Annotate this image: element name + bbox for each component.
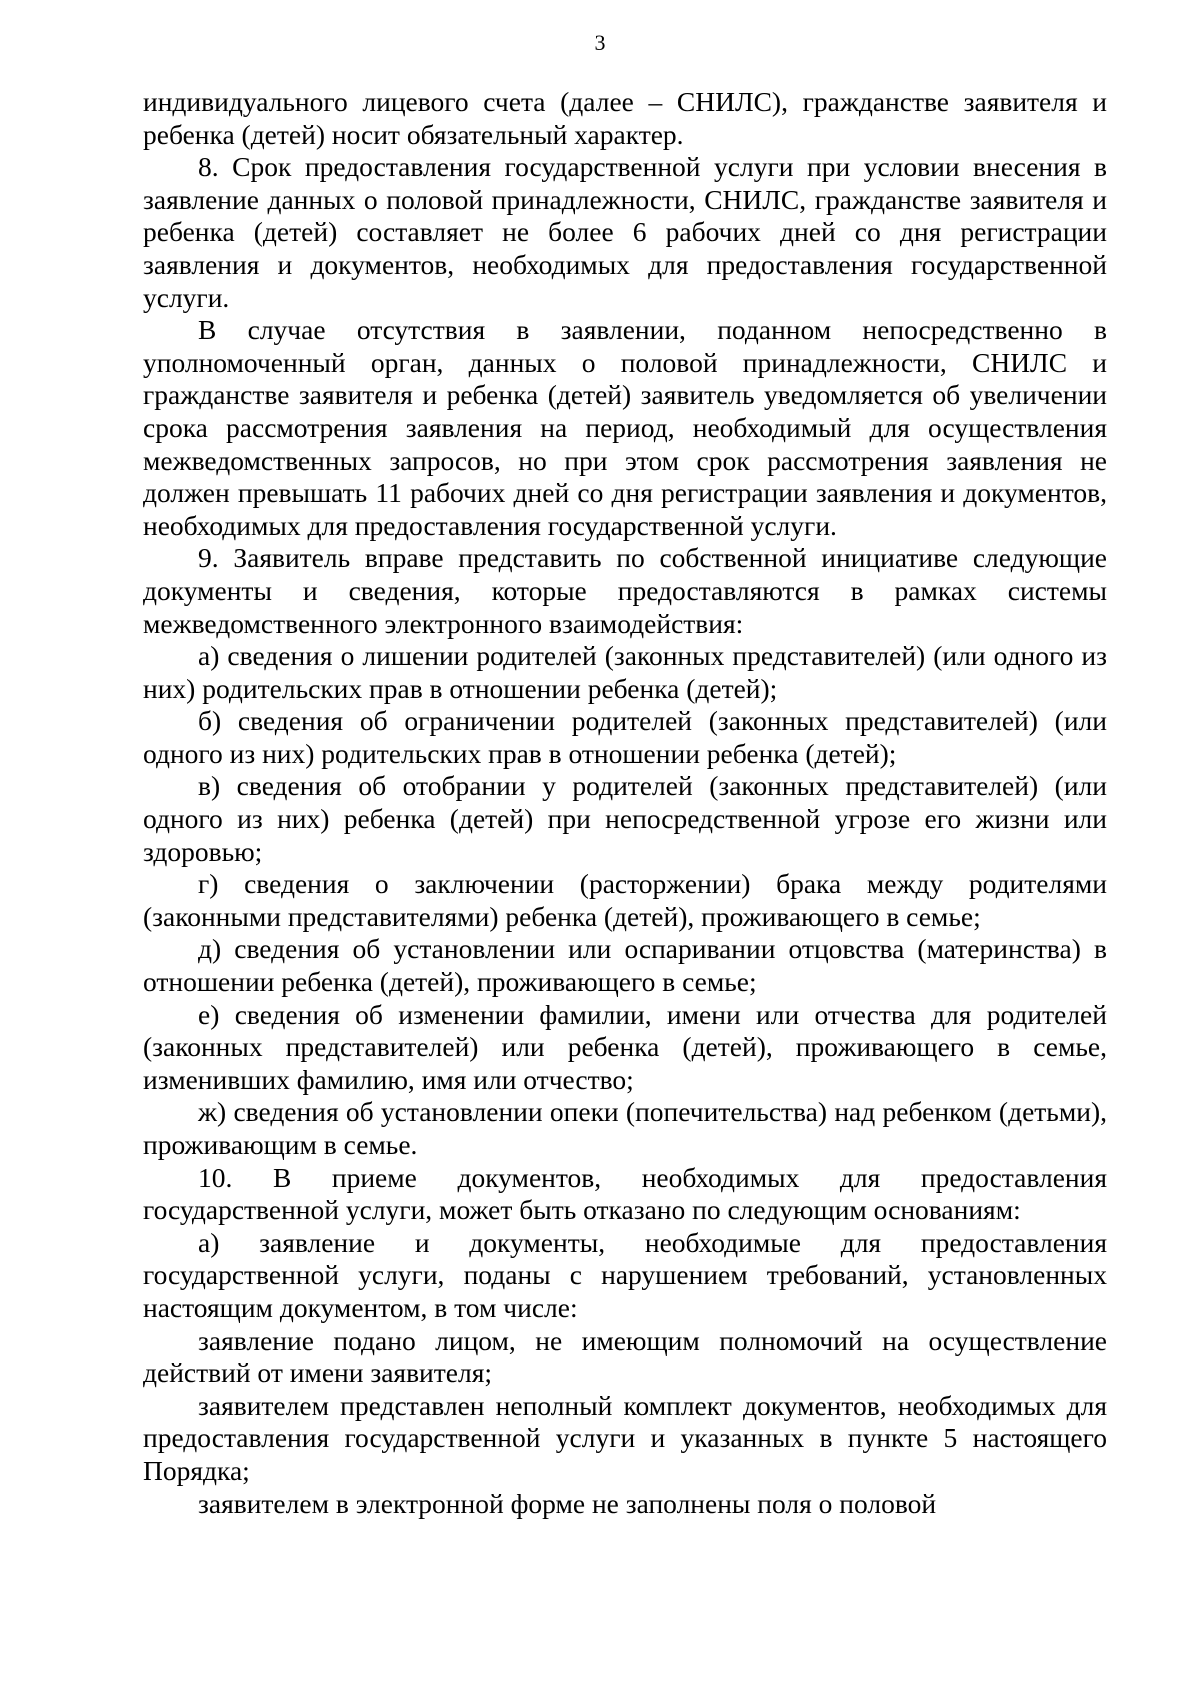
paragraph-no-authority: заявление подано лицом, не имеющим полномочий на осуществление действий от имени заявителя; — [143, 1324, 1107, 1389]
paragraph-incomplete-set: заявителем представлен неполный комплект документов, необходимых для предоставления государственной услуги и указанных в пункте 5 настоящего Порядка; — [143, 1389, 1107, 1486]
paragraph-continuation-snils: индивидуального лицевого счета (далее – СНИЛС), гражданстве заявителя и ребенка (детей) носит обязательный характер. — [143, 86, 1107, 150]
list-item-zh-guardianship: ж) сведения об установлении опеки (попечительства) над ребенком (детьми), проживающим в семье. — [143, 1096, 1107, 1160]
list-item-e-name-change: е) сведения об изменении фамилии, имени или отчества для родителей (законных представителей) или ребенка (детей), проживающего в семье, изменивших фамилию, имя или отчество; — [143, 998, 1107, 1095]
paragraph-term-extension: В случае отсутствия в заявлении, поданном непосредственно в уполномоченный орган, данных о половой принадлежности, СНИЛС и гражданстве заявителя и ребенка (детей) заявитель уведомляется об увеличении срока рассмотрения заявления на период, необходимый для осуществления межведомственных запросов, но при этом срок рассмотрения заявления не должен превышать 11 рабочих дней со дня регистрации заявления и документов, необходимых для предоставления государственной услуги. — [143, 314, 1107, 541]
list-item-b-restriction: б) сведения об ограничении родителей (законных представителей) (или одного из них) родительских прав в отношении ребенка (детей); — [143, 705, 1107, 769]
document-body — [143, 86, 1107, 1520]
list-item-a-deprivation: а) сведения о лишении родителей (законных представителей) (или одного из них) родительских прав в отношении ребенка (детей); — [143, 640, 1107, 704]
paragraph-electronic-form: заявителем в электронной форме не заполнены поля о половой — [198, 1487, 937, 1519]
paragraph-item-8-service-term: 8. Срок предоставления государственной услуги при условии внесения в заявление данных о половой принадлежности, СНИЛС, гражданстве заявителя и ребенка (детей) составляет не более 6 рабочих дней со дня регистрации заявления и документов, необходимых для предоставления государственной услуги. — [143, 151, 1107, 313]
list-item-g-marriage: г) сведения о заключении (расторжении) брака между родителями (законными представителями) ребенка (детей), проживающего в семье; — [143, 868, 1107, 932]
list-item-a-violation: а) заявление и документы, необходимые для предоставления государственной услуги, поданы с нарушением требований, установленных настоящим документом, в том числе: — [143, 1226, 1107, 1323]
page-number: 3 — [594, 30, 606, 55]
paragraph-item-10-refusal: 10. В приеме документов, необходимых для предоставления государственной услуги, может быть отказано по следующим основаниям: — [143, 1161, 1107, 1226]
list-item-v-removal: в) сведения об отобрании у родителей (законных представителей) (или одного из них) ребенка (детей) при непосредственной угрозе его жизни или здоровью; — [143, 770, 1107, 867]
list-item-d-paternity: д) сведения об установлении или оспаривании отцовства (материнства) в отношении ребенка (детей), проживающего в семье; — [143, 933, 1107, 998]
paragraph-item-9-documents: 9. Заявитель вправе представить по собственной инициативе следующие документы и сведения, которые предоставляются в рамках системы межведомственного электронного взаимодействия: — [143, 542, 1107, 639]
